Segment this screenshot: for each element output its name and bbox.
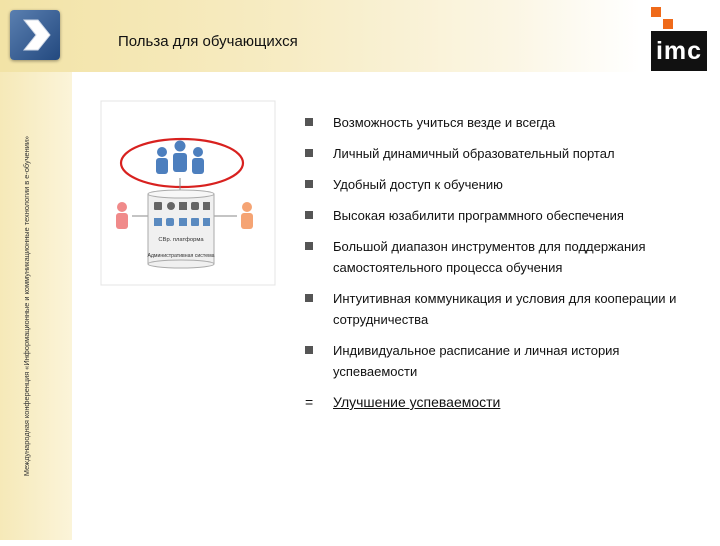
bullet-square-icon (305, 294, 313, 302)
platform-top (148, 190, 214, 198)
bullet-square-icon (305, 180, 313, 188)
list-item: Возможность учиться везде и всегда (305, 112, 705, 133)
platform-label: CBp. платформа (158, 237, 204, 243)
list-item: Высокая юзабилити программного обеспечения (305, 205, 705, 226)
list-item: Личный динамичный образовательный портал (305, 143, 705, 164)
bullet-square-icon (305, 211, 313, 219)
list-item: Индивидуальное расписание и личная история успеваемости (305, 340, 705, 382)
brand-square-top (651, 7, 661, 17)
list-item: Большой диапазон инструментов для поддержания самостоятельного процесса обучения (305, 236, 705, 278)
diagram-svg (100, 100, 276, 286)
bullet-square-icon (305, 118, 313, 126)
equals-symbol: = (305, 394, 314, 410)
result-line (305, 392, 705, 412)
logo-tile[interactable] (10, 10, 60, 60)
chevron-right-icon (18, 18, 52, 52)
platform-bottom (148, 260, 214, 268)
result-text: Улучшение успеваемости (333, 394, 501, 410)
benefits-list (305, 112, 705, 412)
brand-square-bottom (663, 19, 673, 29)
list-item: Удобный доступ к обучению (305, 174, 705, 195)
left-strip (0, 72, 72, 540)
sidebar-caption: Международная конференция «Информационные и коммуникационные технологии в e-обучении» (22, 135, 31, 477)
bullet-square-icon (305, 242, 313, 250)
brand-logo: imc (651, 31, 707, 71)
platform-diagram (100, 100, 276, 286)
bullet-square-icon (305, 149, 313, 157)
bullet-square-icon (305, 346, 313, 354)
right-user-icon (241, 202, 253, 229)
list-item: Интуитивная коммуникация и условия для кооперации и сотрудничества (305, 288, 705, 330)
page-title: Польза для обучающихся (118, 33, 298, 50)
header-band (0, 0, 640, 72)
left-user-icon (116, 202, 128, 229)
admin-label: Административная система (147, 253, 215, 259)
